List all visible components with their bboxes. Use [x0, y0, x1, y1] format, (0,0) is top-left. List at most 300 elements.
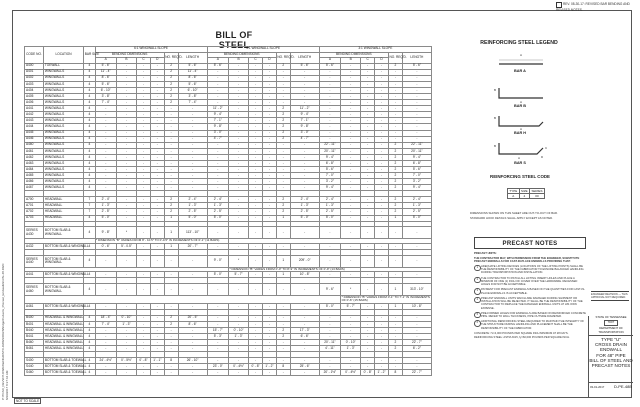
table-cell: 5' - 6": [402, 63, 431, 69]
table-cell: -: [341, 69, 361, 75]
table-cell: -: [229, 215, 249, 221]
table-cell: -: [116, 136, 136, 142]
bar-s-dim-d: D: [541, 155, 544, 159]
code-value-size: 4: [519, 194, 529, 199]
table-cell: S460: [25, 370, 44, 376]
table-cell: 2: [276, 209, 290, 215]
table-cell: A400: [25, 63, 44, 69]
table-cell: -: [388, 130, 402, 136]
table-cell: -: [263, 136, 277, 142]
table-cell: 8' - 6": [178, 75, 207, 81]
table-cell: -: [361, 100, 375, 106]
header-dim-letter: C: [249, 58, 263, 64]
table-cell: 4: [84, 100, 95, 106]
table-cell: 3' - 0": [290, 130, 319, 136]
precast-note-item: [474, 288, 586, 295]
table-cell: 2: [276, 334, 290, 340]
table-cell: 4: [84, 154, 95, 160]
table-cell: -: [150, 69, 164, 75]
table-cell: -: [150, 173, 164, 179]
header-slope-group: 4:1 WINGWALL SLOPE: [207, 47, 319, 53]
table-cell: -: [207, 167, 228, 173]
table-cell: -: [116, 364, 136, 370]
table-cell: 8: [388, 370, 402, 376]
table-cell: 1: [388, 303, 402, 309]
table-cell: -: [137, 203, 151, 209]
table-cell: -: [178, 303, 207, 309]
table-cell: -: [319, 358, 340, 364]
table-cell: -: [137, 87, 151, 93]
table-cell: -: [402, 136, 431, 142]
table-cell: -: [263, 370, 277, 376]
table-cell: 4: [84, 148, 95, 154]
table-cell: -: [388, 81, 402, 87]
table-cell: -: [361, 315, 375, 321]
bar-s-dim-c: C: [545, 146, 548, 150]
table-cell: 7' - 0": [319, 173, 340, 179]
table-cell: -: [276, 284, 290, 296]
steel-code-title: REINFORCING STEEL CODE: [490, 174, 550, 179]
table-cell: -: [375, 327, 389, 333]
table-cell: -: [319, 81, 340, 87]
table-cell: -: [249, 173, 263, 179]
table-cell: -: [249, 106, 263, 112]
table-cell: 2: [388, 173, 402, 179]
reinforcing-spec: REINFORCING STEEL: ASTM A615, fy=60,000 POUNDS PER SQUARE INCH.: [474, 336, 570, 340]
table-cell: -: [249, 81, 263, 87]
table-cell: -: [178, 124, 207, 130]
table-cell: 2: [276, 130, 290, 136]
table-cell: 4: [84, 255, 95, 267]
table-cell: A441: [25, 106, 44, 112]
table-cell: 22' - 11": [402, 142, 431, 148]
table-cell: -: [116, 203, 136, 209]
table-cell: -: [375, 81, 389, 87]
table-cell: -: [263, 284, 277, 296]
table-cell: -: [388, 243, 402, 249]
table-cell: *: [116, 227, 136, 239]
table-cell: SERIES A430: [25, 227, 44, 239]
table-cell: 4: [84, 81, 95, 87]
precast-note-text: ADDITIONAL REINFORCING STEEL REQUIRED TO MAINTAIN THE INTEGRITY OF THE STRUCTURE DURING HANDLING AND PLACEMENT SHALL BE THE RESPONSIBILITY OF THE FABRICATOR.: [481, 320, 585, 330]
table-cell: -: [290, 81, 319, 87]
table-cell: -: [137, 303, 151, 309]
header-code-no: CODE NO.: [25, 47, 44, 64]
table-cell: -: [276, 340, 290, 346]
table-cell: 2: [388, 154, 402, 160]
table-cell: -: [229, 197, 249, 203]
table-cell: -: [95, 136, 116, 142]
table-cell: 6' - 10": [95, 87, 116, 93]
table-cell: -: [164, 364, 178, 370]
table-cell: -: [375, 69, 389, 75]
table-cell: -: [361, 173, 375, 179]
table-cell: -: [361, 209, 375, 215]
table-cell: -: [249, 346, 263, 352]
table-cell: -: [276, 148, 290, 154]
table-cell: 2: [164, 197, 178, 203]
table-cell: -: [178, 142, 207, 148]
table-cell: -: [137, 167, 151, 173]
table-cell: -: [276, 69, 290, 75]
table-cell: -: [150, 63, 164, 69]
table-cell: 2: [164, 87, 178, 93]
table-cell: A404: [25, 87, 44, 93]
header-bar-size: BAR SIZE: [84, 47, 95, 64]
table-cell: -: [276, 370, 290, 376]
table-cell: -: [137, 215, 151, 221]
table-cell: -: [341, 112, 361, 118]
file-path: P:\TCAD_DEV\INT-DWGS\ENGR\STD-DWGS\DGN\Bridge\Culverts_Precast_Endwalls\D-PE-48.DGN: [1, 263, 5, 400]
table-cell: -: [263, 63, 277, 69]
table-cell: 11' - 4": [95, 69, 116, 75]
table-cell: A446: [25, 136, 44, 142]
table-cell: -: [150, 100, 164, 106]
table-cell: 5' - 7": [229, 272, 249, 278]
table-cell: 5' - 6": [178, 81, 207, 87]
table-cell: -: [319, 106, 340, 112]
table-cell: 9' - 0": [207, 255, 228, 267]
table-cell: -: [137, 148, 151, 154]
table-cell: 2: [164, 315, 178, 321]
table-cell: -: [164, 124, 178, 130]
table-cell: -: [375, 334, 389, 340]
table-cell: -: [95, 154, 116, 160]
table-cell: -: [137, 112, 151, 118]
table-cell: 4: [84, 142, 95, 148]
table-cell: -: [95, 346, 116, 352]
table-cell: -: [137, 364, 151, 370]
table-cell: 5' - 0": [290, 215, 319, 221]
table-cell: -: [207, 100, 228, 106]
table-cell: 2' - 4": [402, 197, 431, 203]
table-cell: 6' - 8": [319, 161, 340, 167]
code-header-series: SERIES: [531, 189, 543, 193]
header-dim-letter: A: [319, 58, 340, 64]
table-cell: 2' - 5": [402, 209, 431, 215]
table-note-text: * DIMENSION "B" VARIES FROM 0'-0" TO 8'-9" IN INCREMENTS OF 0'-9" (13 BARS): [229, 267, 361, 271]
table-cell: WINGWALLS: [43, 112, 83, 118]
table-cell: -: [263, 87, 277, 93]
table-cell: 5' - 6": [207, 63, 228, 69]
table-cell: -: [137, 173, 151, 179]
table-cell: -: [137, 81, 151, 87]
table-cell: 6' - 6": [290, 334, 319, 340]
table-cell: -: [375, 215, 389, 221]
header-dim-letter: C: [361, 58, 375, 64]
table-cell: 1' - 3": [290, 203, 319, 209]
revision-stamp-text: ENGINEER REVISION — THIS APPROVAL NOT REQUIRED.: [591, 293, 628, 300]
table-cell: -: [249, 303, 263, 309]
table-cell: -: [137, 63, 151, 69]
table-cell: A464: [25, 167, 44, 173]
table-cell: -: [341, 173, 361, 179]
table-cell: -: [137, 75, 151, 81]
table-cell: -: [116, 215, 136, 221]
table-cell: -: [95, 185, 116, 191]
table-cell: 2: [164, 209, 178, 215]
table-cell: 2' - 4": [95, 197, 116, 203]
title-block: [588, 316, 633, 398]
table-cell: WINGWALLS: [43, 173, 83, 179]
table-cell: -: [319, 327, 340, 333]
table-cell: -: [164, 346, 178, 352]
table-cell: -: [249, 185, 263, 191]
table-cell: -: [164, 272, 178, 278]
table-cell: -: [116, 327, 136, 333]
header-dim-letter: A: [207, 58, 228, 64]
table-cell: -: [249, 321, 263, 327]
header-bending-dimensions: BENDING DIMENSIONS: [95, 52, 164, 58]
table-cell: 0' - 5½": [116, 358, 136, 364]
table-cell: 4' - 11": [319, 346, 340, 352]
precast-note-number: [474, 320, 481, 330]
table-cell: 2: [388, 161, 402, 167]
table-cell: -: [137, 100, 151, 106]
precast-note-number: [474, 277, 481, 287]
table-cell: -: [164, 303, 178, 309]
table-cell: -: [116, 69, 136, 75]
table-cell: 1: [388, 284, 402, 296]
table-cell: -: [249, 255, 263, 267]
table-cell: 2: [164, 93, 178, 99]
table-cell: -: [95, 255, 116, 267]
table-cell: 23' - 0": [207, 364, 228, 370]
table-cell: 10' - 8": [402, 303, 431, 309]
table-cell: -: [263, 179, 277, 185]
table-cell: -: [402, 255, 431, 267]
table-cell: -: [150, 106, 164, 112]
table-cell: B441: [25, 334, 44, 340]
table-cell: -: [375, 93, 389, 99]
table-cell: 2' - 4": [207, 197, 228, 203]
table-cell: 2' - 5": [178, 209, 207, 215]
table-cell: -: [375, 209, 389, 215]
table-cell: -: [263, 69, 277, 75]
table-cell: 3' - 0": [207, 130, 228, 136]
table-cell: -: [375, 364, 389, 370]
table-cell: -: [263, 154, 277, 160]
precast-note-number: [474, 288, 481, 295]
drawing-date: 03-01-2017: [590, 385, 605, 389]
table-cell: -: [178, 255, 207, 267]
table-cell: 4: [84, 243, 95, 249]
table-cell: 4: [84, 167, 95, 173]
table-cell: -: [207, 173, 228, 179]
table-cell: 6' - 10": [178, 87, 207, 93]
bar-b-dim-a: A: [520, 100, 523, 104]
table-cell: -: [341, 63, 361, 69]
table-cell: -: [150, 272, 164, 278]
table-cell: -: [361, 142, 375, 148]
table-cell: A444: [25, 124, 44, 130]
table-cell: WINGWALLS: [43, 87, 83, 93]
table-cell: -: [95, 106, 116, 112]
table-cell: 4: [84, 340, 95, 346]
table-cell: -: [95, 112, 116, 118]
table-cell: 25' - 6": [290, 364, 319, 370]
table-cell: 2: [164, 81, 178, 87]
table-cell: 9' - 4": [402, 185, 431, 191]
table-cell: -: [137, 136, 151, 142]
table-cell: -: [319, 112, 340, 118]
table-cell: -: [290, 167, 319, 173]
table-cell: -: [229, 106, 249, 112]
state-name: STATE OF TENNESSEE: [595, 315, 627, 319]
table-cell: -: [164, 118, 178, 124]
table-cell: -: [263, 185, 277, 191]
bar-h-label: BAR H: [513, 131, 527, 135]
table-cell: A465: [25, 173, 44, 179]
table-cell: -: [207, 303, 228, 309]
table-cell: WINGWALLS: [43, 167, 83, 173]
table-cell: -: [137, 118, 151, 124]
table-cell: 1' - 2": [375, 370, 389, 376]
table-cell: 0' - 8": [137, 358, 151, 364]
table-cell: -: [263, 106, 277, 112]
table-cell: 9' - 4": [402, 154, 431, 160]
table-cell: -: [249, 161, 263, 167]
table-cell: -: [263, 321, 277, 327]
table-cell: -: [319, 93, 340, 99]
table-cell: -: [137, 340, 151, 346]
table-cell: -: [361, 334, 375, 340]
table-cell: -: [361, 321, 375, 327]
table-cell: -: [375, 167, 389, 173]
table-cell: 4: [84, 303, 95, 309]
table-cell: 2: [276, 203, 290, 209]
header-slope-group: 6:1 WINGWALL SLOPE: [95, 47, 207, 53]
table-cell: -: [207, 321, 228, 327]
table-cell: 313' - 10": [402, 284, 431, 296]
table-cell: 2: [388, 185, 402, 191]
table-cell: 22' - 11": [319, 142, 340, 148]
table-cell: A402: [25, 75, 44, 81]
table-cell: 20' - 11": [319, 148, 340, 154]
table-cell: -: [229, 75, 249, 81]
table-cell: 2: [276, 118, 290, 124]
table-cell: -: [137, 185, 151, 191]
table-cell: -: [361, 227, 375, 239]
table-cell: 3' - 2": [319, 179, 340, 185]
table-cell: -: [164, 334, 178, 340]
precast-note-item: [474, 297, 586, 310]
table-cell: -: [290, 100, 319, 106]
table-cell: -: [249, 243, 263, 249]
header-no-reqd: NO. REQ'D.: [388, 52, 402, 63]
table-cell: 2: [164, 100, 178, 106]
table-cell: -: [375, 303, 389, 309]
table-cell: 5' - 0": [319, 303, 340, 309]
table-cell: -: [341, 154, 361, 160]
table-cell: A432: [25, 243, 44, 249]
note-number-circle-icon: 3: [474, 288, 481, 295]
table-cell: 2: [388, 142, 402, 148]
table-cell: -: [276, 81, 290, 87]
table-cell: -: [319, 272, 340, 278]
table-cell: -: [263, 243, 277, 249]
table-cell: -: [263, 167, 277, 173]
table-cell: -: [137, 255, 151, 267]
table-note-text: * DIMENSION "B" VARIES FROM 8' - 10.5" TO 0'-0.5" IN INCREMENTS OF 0'-1" (11 BARS): [95, 239, 229, 243]
table-cell: -: [263, 327, 277, 333]
table-cell: 4: [84, 346, 95, 352]
table-cell: -: [402, 358, 431, 364]
table-cell: 18' - 4": [95, 315, 116, 321]
table-cell: 7' - 4": [178, 100, 207, 106]
table-cell: -: [249, 179, 263, 185]
table-cell: 2: [388, 63, 402, 69]
table-row: [25, 227, 432, 239]
table-cell: 1' - 3": [95, 203, 116, 209]
table-cell: -: [137, 69, 151, 75]
table-cell: -: [341, 334, 361, 340]
table-cell: -: [229, 370, 249, 376]
table-cell: -: [150, 370, 164, 376]
not-to-scale-label: NOT TO SCALE: [16, 399, 40, 403]
table-cell: WINGWALLS: [43, 75, 83, 81]
table-cell: -: [229, 69, 249, 75]
table-cell: -: [341, 185, 361, 191]
table-cell: -: [178, 346, 207, 352]
table-cell: -: [164, 112, 178, 118]
table-cell: -: [263, 334, 277, 340]
bar-a-icon: [497, 55, 545, 69]
table-cell: -: [249, 69, 263, 75]
table-cell: 11' - 2": [207, 106, 228, 112]
table-cell: 2: [276, 63, 290, 69]
header-length: LENGTH: [290, 52, 319, 63]
table-cell: -: [137, 334, 151, 340]
table-cell: -: [207, 87, 228, 93]
table-cell: -: [95, 334, 116, 340]
table-cell: 4: [84, 87, 95, 93]
table-cell: -: [263, 272, 277, 278]
table-cell: 20' - 5": [178, 315, 207, 321]
table-cell: -: [229, 118, 249, 124]
title-block-footer: [589, 382, 633, 391]
table-cell: 5' - 6": [290, 63, 319, 69]
table-cell: -: [229, 340, 249, 346]
table-cell: -: [276, 346, 290, 352]
table-cell: TOEWALL: [43, 63, 83, 69]
table-cell: A442: [25, 112, 44, 118]
table-cell: -: [116, 100, 136, 106]
table-cell: 4: [84, 173, 95, 179]
table-cell: 1: [164, 227, 178, 239]
header-length: LENGTH: [402, 52, 431, 63]
table-cell: -: [150, 197, 164, 203]
table-cell: A467: [25, 185, 44, 191]
table-cell: -: [164, 142, 178, 148]
bar-b-icon: [497, 85, 545, 101]
table-cell: 20' - 11": [319, 340, 340, 346]
bar-s-dim-b: B: [494, 144, 497, 148]
table-cell: -: [361, 130, 375, 136]
table-cell: 4: [84, 185, 95, 191]
table-cell: -: [361, 358, 375, 364]
header-bending-dimensions: BENDING DIMENSIONS: [319, 52, 388, 58]
bill-of-steel-title: BILL OF STEEL: [215, 30, 253, 50]
table-cell: -: [164, 255, 178, 267]
table-cell: -: [116, 346, 136, 352]
precast-note-item: [474, 320, 586, 330]
table-cell: 5' - 7": [341, 303, 361, 309]
table-cell: -: [249, 118, 263, 124]
table-cell: B401: [25, 321, 44, 327]
table-cell: -: [276, 173, 290, 179]
table-cell: -: [388, 112, 402, 118]
